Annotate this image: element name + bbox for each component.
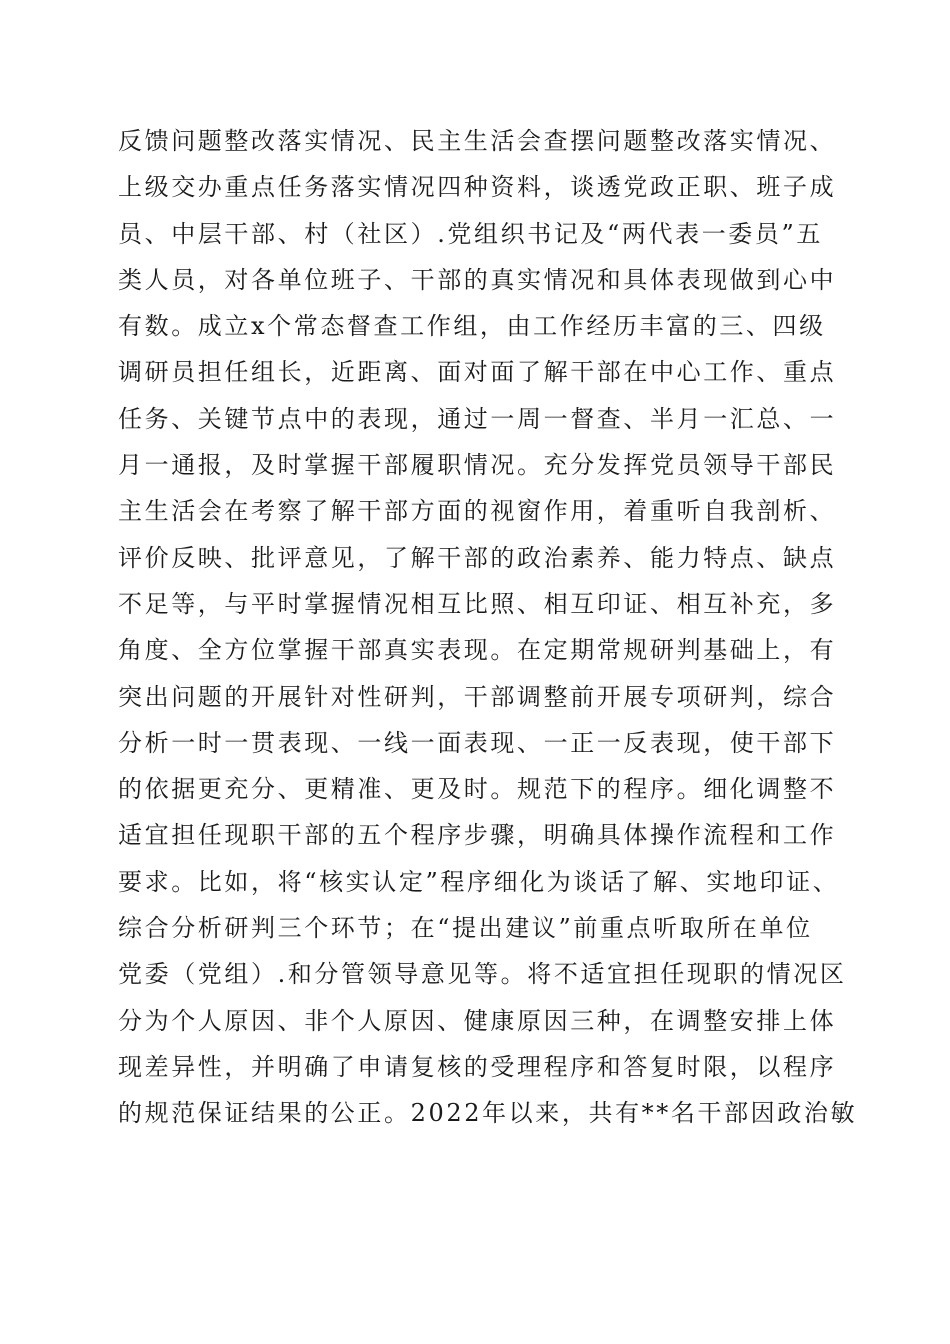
text-line: 反馈问题整改落实情况、民主生活会查摆问题整改落实情况、 [118, 127, 837, 155]
text-line: 突出问题的开展针对性研判，干部调整前开展专项研判，综合 [118, 682, 837, 711]
text-line: 调研员担任组长，近距离、面对面了解干部在中心工作、重点 [118, 358, 837, 387]
body-paragraph [118, 118, 858, 1137]
text-line: 综合分析研判三个环节；在“提出建议”前重点听取所在单位 [118, 914, 813, 943]
text-line: 不足等，与平时掌握情况相互比照、相互印证、相互补充，多 [118, 589, 837, 618]
text-line: 的规范保证结果的公正。2022年以来，共有**名干部因政治敏 [118, 1099, 858, 1128]
text-line: 上级交办重点任务落实情况四种资料，谈透党政正职、班子成 [118, 173, 837, 202]
text-line: 要求。比如，将“核实认定”程序细化为谈话了解、实地印证、 [118, 867, 840, 896]
text-line: 有数。成立x个常态督查工作组，由工作经历丰富的三、四级 [118, 312, 826, 341]
text-line: 评价反映、批评意见，了解干部的政治素养、能力特点、缺点 [118, 543, 837, 572]
text-line: 分为个人原因、非个人原因、健康原因三种，在调整安排上体 [118, 1006, 837, 1035]
text-line: 员、中层干部、村（社区）.党组织书记及“两代表一委员”五 [118, 219, 823, 248]
text-line: 月一通报，及时掌握干部履职情况。充分发挥党员领导干部民 [118, 451, 837, 480]
text-line: 角度、全方位掌握干部真实表现。在定期常规研判基础上，有 [118, 636, 837, 665]
text-line: 类人员，对各单位班子、干部的真实情况和具体表现做到心中 [118, 265, 837, 294]
text-line: 主生活会在考察了解干部方面的视窗作用，着重听自我剖析、 [118, 497, 837, 526]
text-line: 现差异性，并明确了申请复核的受理程序和答复时限，以程序 [118, 1052, 837, 1081]
text-line: 的依据更充分、更精准、更及时。规范下的程序。细化调整不 [118, 775, 837, 804]
text-line: 党委（党组）.和分管领导意见等。将不适宜担任现职的情况区 [118, 960, 847, 989]
text-line: 任务、关键节点中的表现，通过一周一督查、半月一汇总、一 [118, 404, 837, 433]
text-line: 分析一时一贯表现、一线一面表现、一正一反表现，使干部下 [118, 728, 837, 757]
text-line: 适宜担任现职干部的五个程序步骤，明确具体操作流程和工作 [118, 821, 837, 850]
